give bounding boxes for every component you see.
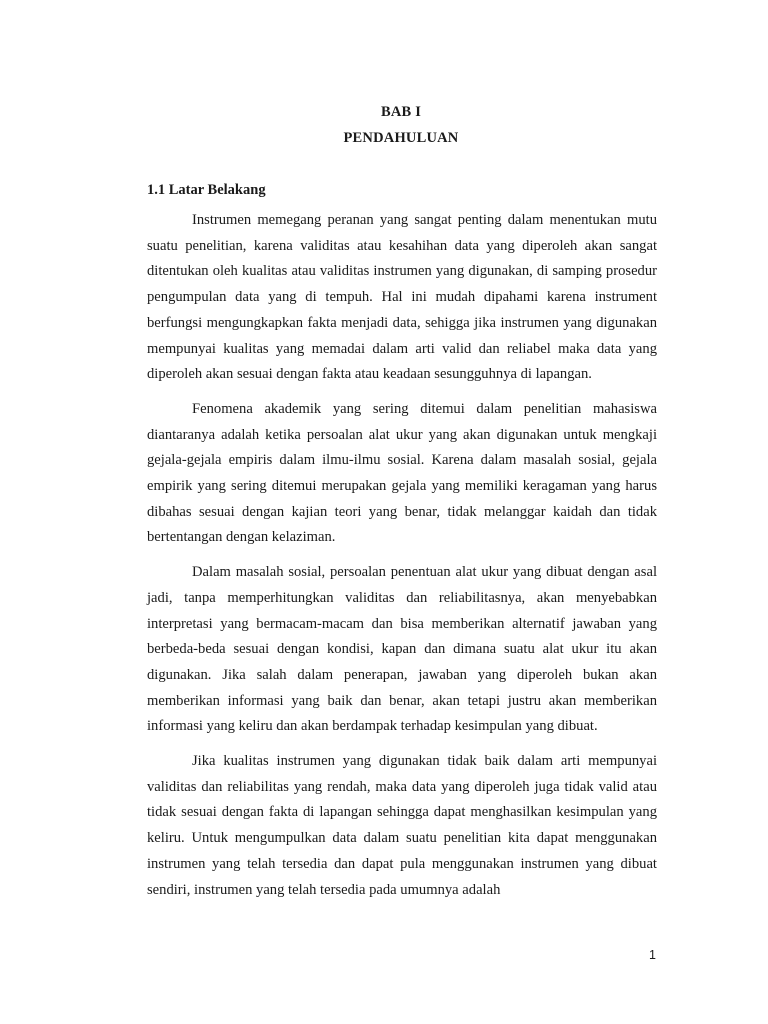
section-heading: 1.1 Latar Belakang [147,182,266,198]
paragraph: Jika kualitas instrumen yang digunakan tidak baik dalam arti mempunyai validitas dan reliabilitas yang rendah, maka data yang diperoleh juga tidak valid atau tidak sesuai dengan fakta di lapangan sehingga dapat menghasilkan kesimpulan yang keliru. Untuk mengumpulkan data dalam suatu penelitian kita dapat menggunakan instrumen yang telah tersedia dan dapat pula menggunakan instrumen yang dibuat sendiri, instrumen yang telah tersedia pada umumnya adalah [147,753,657,898]
paragraph: Fenomena akademik yang sering ditemui dalam penelitian mahasiswa diantaranya adalah ketika persoalan alat ukur yang akan digunakan untuk mengkaji gejala-gejala empiris dalam ilmu-ilmu sosial. Karena dalam masalah sosial, gejala empirik yang sering ditemui merupakan gejala yang memiliki keragaman yang harus dibahas sesuai dengan kajian teori yang benar, tidak melanggar kaidah dan tidak bertentangan dengan kelaziman. [147,400,657,546]
paragraph: Dalam masalah sosial, persoalan penentuan alat ukur yang dibuat dengan asal jadi, tanpa memperhitungkan validitas dan reliabilitasnya, akan menyebabkan interpretasi yang bermacam-macam dan bisa memberikan alternatif jawaban yang berbeda-beda sesuai dengan kondisi, kapan dan dimana suatu alat ukur itu akan digunakan. Jika salah dalam penerapan, jawaban yang diperoleh bukan akan memberikan informasi yang baik dan benar, akan tetapi justru akan memberikan informasi yang keliru dan akan berdampak terhadap kesimpulan yang dibuat. [147,564,657,735]
paragraph: Instrumen memegang peranan yang sangat penting dalam menentukan mutu suatu penelitian, karena validitas atau kesahihan data yang diperoleh akan sangat ditentukan oleh kualitas atau validitas instrumen yang digunakan, di samping prosedur pengumpulan data yang di tempuh. Hal ini mudah dipahami karena instrument berfungsi mengungkapkan fakta menjadi data, sehigga jika instrumen yang digunakan mempunyai kualitas yang memadai dalam arti valid dan reliabel maka data yang diperoleh akan sesuai dengan fakta atau keadaan sesungguhnya di lapangan. [147,212,657,383]
body-text [147,208,657,912]
chapter-number: BAB I [380,104,422,120]
chapter-title: PENDAHULUAN [343,130,459,146]
page-number: 1 [649,948,656,962]
